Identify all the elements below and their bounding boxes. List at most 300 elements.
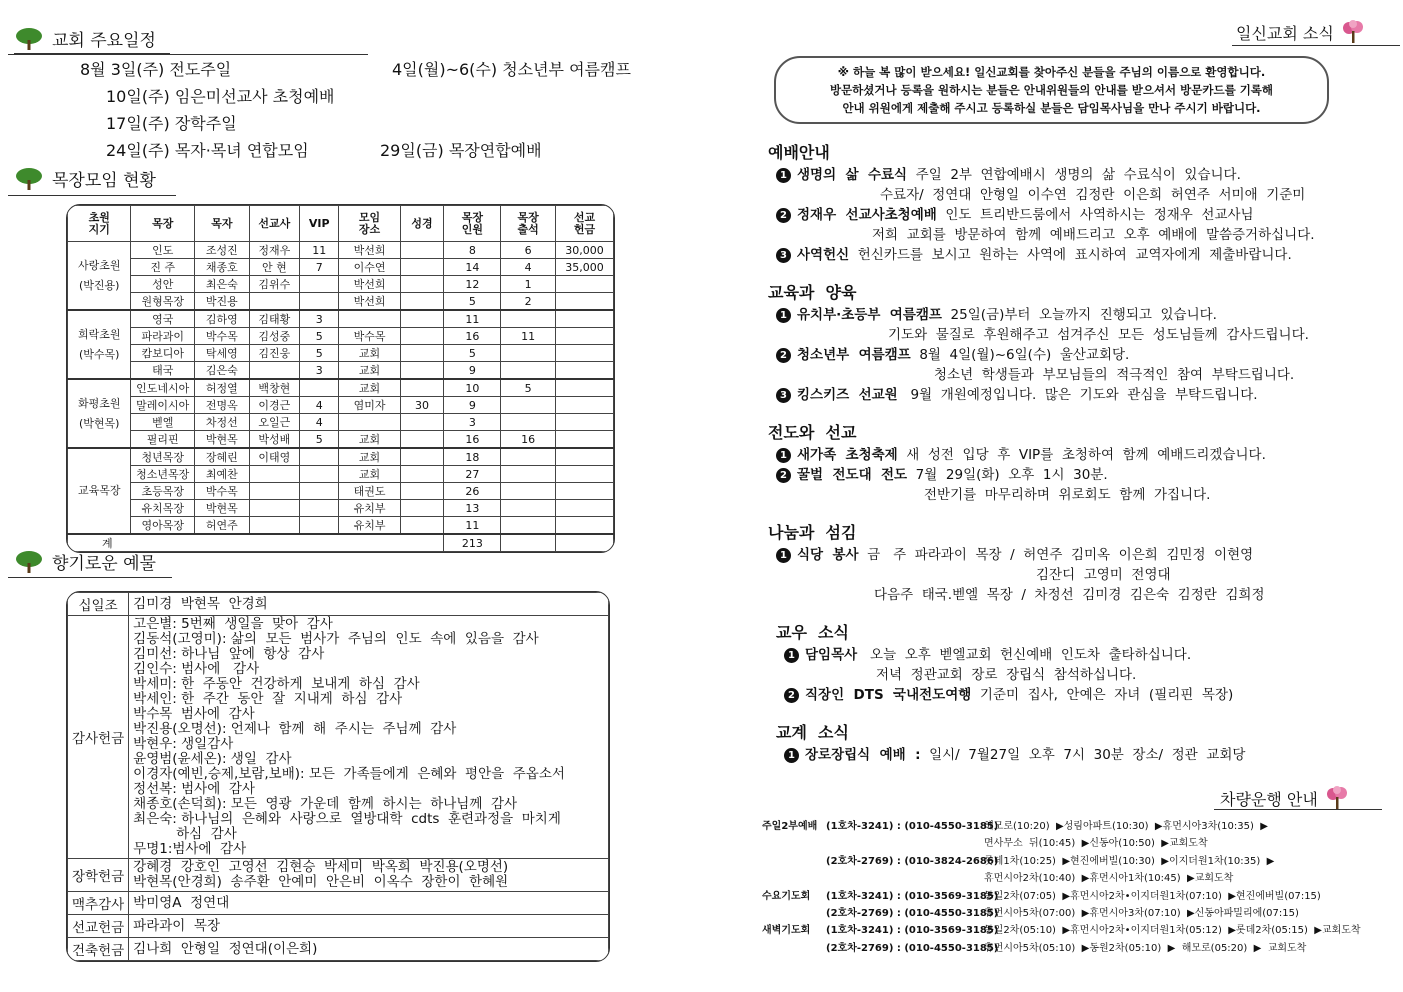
schedule-row [80, 110, 720, 137]
group-name: 화평초원 (박현목) [68, 379, 131, 448]
schedule-right: 4일(월)~6(수) 청소년부 여름캠프 [392, 60, 631, 79]
table-cell [400, 517, 444, 535]
group-name: 교육목장 [68, 448, 131, 534]
table-cell: 파라과이 [131, 328, 195, 345]
table-cell: 김태황 [249, 310, 299, 328]
table-cell: 박선희 [339, 293, 400, 311]
bus-row [762, 888, 1392, 905]
bus-route: 휴먼시아2차(10:40) ▶휴먼시아1차(10:45) ▶교회도착 [984, 873, 1234, 885]
table-cell: 30,000 [555, 242, 613, 259]
table-cell: 교회 [339, 466, 400, 483]
news-section [768, 140, 1368, 265]
offering-line: 박진용(오명선): 언제나 함께 해 주시는 주님께 감사 [133, 721, 457, 737]
news-item [768, 465, 1368, 485]
welcome-line: 안내 위원에게 제출해 주시고 등록하실 분들은 담임목사님을 만나 주시기 바랍니다. [842, 101, 1261, 115]
table-cell [339, 310, 400, 328]
item-heading: 킹스키즈 선교원 [797, 387, 898, 403]
section-title: 나눔과 섬김 [768, 523, 857, 542]
table-cell [555, 517, 613, 535]
schedule-title: 교회 주요일정 [52, 31, 156, 51]
table-cell [555, 276, 613, 293]
table-cell: 1 [501, 276, 556, 293]
offering-row [68, 859, 609, 892]
bus-row [762, 922, 1392, 939]
item-text: 일시/ 7월27일 오후 7시 30분 장소/ 정관 교회당 [920, 747, 1246, 763]
table-cell: 박현목 [195, 500, 250, 517]
table-cell: 교회 [339, 431, 400, 449]
table-row [68, 431, 614, 449]
offering-content [129, 593, 609, 616]
table-cell: 6 [501, 242, 556, 259]
column-header: VIP [300, 206, 339, 242]
item-continuation: 저녁 정관교회 장로 장립식 참석하십니다. [876, 667, 1137, 683]
table-row [68, 500, 614, 517]
table-cell [555, 345, 613, 362]
table-cell [555, 414, 613, 431]
table-cell: 안 현 [249, 259, 299, 276]
table-cell: 태국 [131, 362, 195, 380]
table-cell: 3 [444, 414, 501, 431]
table-cell: 벧엘 [131, 414, 195, 431]
table-cell [555, 362, 613, 380]
table-cell: 유치부 [339, 500, 400, 517]
table-row [68, 362, 614, 380]
column-header: 성경 [400, 206, 444, 242]
item-continuation: 다음주 태국.벧엘 목장 / 차정선 김미경 김은숙 김정란 김희정 [874, 587, 1265, 603]
number-bullet: 1 [776, 548, 791, 563]
offering-label: 건축헌금 [68, 938, 129, 961]
table-cell: 이수연 [339, 259, 400, 276]
bus-header [1220, 786, 1386, 810]
table-cell: 16 [444, 328, 501, 345]
offering-line: 김나희 안형일 정연대(이은희) [133, 940, 318, 957]
table-cell [501, 414, 556, 431]
table-cell: 16 [444, 431, 501, 449]
table-cell: 김위수 [249, 276, 299, 293]
item-heading: 사역헌신 [797, 247, 850, 263]
column-header: 선교사 [249, 206, 299, 242]
schedule-left: 17일(주) 장학주일 [106, 114, 237, 133]
offering-content [129, 938, 609, 961]
offering-table [66, 591, 610, 962]
table-cell: 이태영 [249, 448, 299, 466]
news-item [768, 385, 1368, 405]
table-cell [400, 362, 444, 380]
offering-row [68, 593, 609, 616]
blossom-tree-icon [1324, 786, 1350, 810]
table-cell [400, 500, 444, 517]
item-text: 새 성전 입당 후 VIP를 초청하여 함께 예배드리겠습니다. [897, 447, 1266, 463]
table-cell [300, 466, 339, 483]
bus-service [762, 870, 826, 887]
table-cell: 교회 [339, 448, 400, 466]
table-cell [501, 500, 556, 517]
news-sections [768, 140, 1368, 780]
table-cell [400, 310, 444, 328]
item-heading: 유치부·초등부 여름캠프 [797, 307, 942, 323]
table-row [68, 259, 614, 276]
table-row [68, 448, 614, 466]
table-cell [501, 310, 556, 328]
bus-service [762, 905, 826, 922]
right-title: 일신교회 소식 [1236, 23, 1334, 43]
column-header: 목장 인원 [444, 206, 501, 242]
table-row [68, 328, 614, 345]
bus-service: 새벽기도회 [762, 925, 811, 937]
total-label: 계 [68, 534, 444, 552]
section-title: 예배안내 [768, 143, 830, 162]
table-cell: 교회 [339, 362, 400, 380]
table-cell: 5 [501, 379, 556, 397]
table-cell [555, 379, 613, 397]
table-cell: 전명옥 [195, 397, 250, 414]
item-heading: 꿀벌 전도대 전도 [797, 467, 908, 483]
table-cell: 8 [444, 242, 501, 259]
news-section [768, 280, 1368, 405]
item-text: 금 주 파라과이 목장 / 허연주 김미옥 이은희 김민정 이현영 [858, 547, 1254, 563]
column-header: 목장 [131, 206, 195, 242]
news-item [776, 745, 1368, 765]
table-cell [300, 483, 339, 500]
table-row [68, 310, 614, 328]
table-cell: 4 [300, 397, 339, 414]
number-bullet: 3 [776, 388, 791, 403]
offering-line: 강혜경 강호인 고영선 김현승 박세미 박옥희 박진용(오명선) [133, 859, 509, 875]
item-text: 25일(금)부터 오늘까지 진행되고 있습니다. [941, 307, 1217, 323]
offering-line: 박세미: 한 주동안 건강하게 보내게 하심 감사 [133, 676, 420, 692]
bus-schedule [762, 818, 1392, 957]
table-cell [249, 483, 299, 500]
item-heading: 직장인 DTS 국내전도여행 [805, 687, 972, 703]
news-item [768, 345, 1368, 365]
item-heading: 식당 봉사 [797, 547, 859, 563]
table-cell: 5 [444, 293, 501, 311]
table-cell [249, 362, 299, 380]
bus-route: 롯데1차(10:25) ▶현진에버빌(10:30) ▶이지더원1차(10:35) ▶ [984, 855, 1275, 867]
table-cell [555, 293, 613, 311]
news-section [768, 520, 1368, 605]
table-cell [400, 242, 444, 259]
table-cell: 채종호 [195, 259, 250, 276]
table-cell: 필리핀 [131, 431, 195, 449]
bus-car: (1호차-3241) : (010-4550-3185) [826, 821, 999, 832]
bus-route: 휴먼시아5차(07:00) ▶휴먼시아3차(07:10) ▶신동아파밀리에(07:15) [984, 908, 1299, 920]
offering-header [14, 549, 174, 576]
bus-row [762, 940, 1392, 957]
table-cell: 인도네시아 [131, 379, 195, 397]
table-cell [249, 500, 299, 517]
table-cell: 말레이시아 [131, 397, 195, 414]
item-heading: 담임목사 [805, 647, 858, 663]
table-cell: 장혜린 [195, 448, 250, 466]
table-cell: 11 [444, 517, 501, 535]
number-bullet: 2 [776, 348, 791, 363]
table-cell [400, 414, 444, 431]
table-cell: 14 [444, 259, 501, 276]
item-continuation: 저희 교회를 방문하여 함께 예배드리고 오후 예배에 말씀증거하십니다. [872, 227, 1315, 243]
tree-icon [14, 550, 44, 574]
table-cell [400, 431, 444, 449]
news-item [768, 545, 1368, 565]
offering-line: 채종호(손덕희): 모든 영광 가운데 함께 하시는 하나님께 감사 [133, 796, 518, 812]
schedule-left: 10일(주) 임은미선교사 초청예배 [106, 87, 335, 106]
item-text: 9월 개원예정입니다. 많은 기도와 관심을 부탁드립니다. [897, 387, 1258, 403]
item-heading: 생명의 삶 수료식 [797, 167, 908, 183]
section-title: 교우 소식 [776, 623, 849, 642]
news-item [768, 305, 1368, 325]
column-header: 초원 지기 [68, 206, 131, 242]
table-cell: 5 [300, 328, 339, 345]
right-header [1236, 20, 1402, 44]
item-heading: 청소년부 여름캠프 [797, 347, 911, 363]
offering-line: 박미영A 정연대 [133, 894, 230, 911]
table-cell [300, 293, 339, 311]
news-item [768, 445, 1368, 465]
bus-service: 주일2부예배 [762, 821, 818, 832]
table-cell: 박선희 [339, 242, 400, 259]
table-cell [501, 534, 556, 552]
offering-row [68, 938, 609, 961]
number-bullet: 1 [776, 168, 791, 183]
bus-car: (1호차-3241) : (010-3569-3185) [826, 925, 999, 937]
table-cell: 교회 [339, 345, 400, 362]
news-section [768, 720, 1368, 765]
table-cell: 유치목장 [131, 500, 195, 517]
bus-service [762, 835, 826, 852]
table-cell [400, 466, 444, 483]
item-heading: 장로장립식 예배 : [805, 747, 921, 763]
table-cell: 탁세영 [195, 345, 250, 362]
bus-car: (2호차-2769) : (010-3824-2686) [826, 855, 999, 867]
table-cell [300, 500, 339, 517]
table-cell: 성안 [131, 276, 195, 293]
table-cell [555, 534, 613, 552]
column-header: 목장 출석 [501, 206, 556, 242]
table-cell [400, 259, 444, 276]
table-cell [501, 483, 556, 500]
schedule-left: 24일(주) 목자·목녀 연합모임 [106, 141, 309, 160]
table-cell [555, 466, 613, 483]
bus-service [762, 940, 826, 957]
table-cell: 김은숙 [195, 362, 250, 380]
schedule-list [80, 56, 720, 164]
offering-content [129, 892, 609, 915]
bus-row [762, 870, 1392, 887]
offering-line: 고은별: 5번째 생일을 맞아 감사 [133, 616, 333, 632]
table-cell [501, 397, 556, 414]
number-bullet: 3 [776, 248, 791, 263]
table-cell [249, 293, 299, 311]
table-cell [555, 397, 613, 414]
bus-route: 해모로(10:20) ▶성림아파트(10:30) ▶휴먼시아3차(10:35) ▶ [984, 821, 1268, 832]
table-cell: 4 [501, 259, 556, 276]
offering-label: 십일조 [68, 593, 129, 616]
table-cell: 청소년목장 [131, 466, 195, 483]
offering-line: 최은숙: 하나님의 은혜와 사랑으로 열방대학 cdts 훈련과정을 마치게 [133, 811, 561, 827]
schedule-left: 8월 3일(주) 전도주일 [80, 60, 232, 79]
group-name: 희락초원 (박수목) [68, 310, 131, 379]
table-cell: 최은숙 [195, 276, 250, 293]
welcome-line: ※ 하늘 복 많이 받으세요! 일신교회를 찾아주신 분들을 주님의 이름으로 환영합니다. [837, 65, 1266, 79]
table-row [68, 276, 614, 293]
table-cell [249, 466, 299, 483]
table-cell: 초등목장 [131, 483, 195, 500]
tree-icon [14, 27, 44, 51]
table-cell [555, 310, 613, 328]
table-cell: 박수목 [339, 328, 400, 345]
table-cell: 김성중 [249, 328, 299, 345]
table-cell [400, 483, 444, 500]
table-cell: 김하영 [195, 310, 250, 328]
offering-content [129, 915, 609, 938]
table-cell: 9 [444, 362, 501, 380]
table-cell: 4 [300, 414, 339, 431]
bus-row [762, 853, 1392, 870]
table-row [68, 466, 614, 483]
offering-content [129, 859, 609, 892]
table-cell [400, 328, 444, 345]
offering-line: 이경자(예빈,승제,보람,보배): 모든 가족들에게 은혜와 평안을 주옵소서 [133, 766, 565, 782]
table-cell: 3 [300, 362, 339, 380]
table-cell [400, 345, 444, 362]
column-header: 선교 헌금 [555, 206, 613, 242]
table-row [68, 242, 614, 259]
table-cell: 인도 [131, 242, 195, 259]
bus-service: 수요기도회 [762, 890, 811, 902]
bus-row [762, 905, 1392, 922]
bus-route: 면사무소 뒤(10:45) ▶신동아(10:50) ▶교회도착 [984, 838, 1208, 850]
table-cell: 허연주 [195, 517, 250, 535]
column-header: 목자 [195, 206, 250, 242]
section-title: 교계 소식 [776, 723, 849, 742]
table-cell: 11 [501, 328, 556, 345]
offering-line: 박현목(안경희) 송주환 안예미 안은비 이옥수 장한이 한혜원 [133, 874, 509, 890]
offering-line: 김미경 박현목 안경희 [133, 595, 268, 612]
schedule-row [80, 83, 720, 110]
number-bullet: 2 [776, 468, 791, 483]
meeting-title: 목장모임 현황 [52, 171, 156, 191]
item-text: 오늘 오후 벧엘교회 헌신예배 인도차 출타하십니다. [857, 647, 1192, 663]
table-cell: 이경근 [249, 397, 299, 414]
table-row [68, 414, 614, 431]
table-cell: 26 [444, 483, 501, 500]
table-cell: 7 [300, 259, 339, 276]
table-cell: 영국 [131, 310, 195, 328]
bus-service [762, 853, 826, 870]
table-cell: 박수목 [195, 483, 250, 500]
table-cell: 원형목장 [131, 293, 195, 311]
item-text: 7월 29일(화) 오후 1시 30분. [907, 467, 1108, 483]
number-bullet: 2 [776, 208, 791, 223]
tree-icon [14, 167, 44, 191]
table-cell: 정재우 [249, 242, 299, 259]
welcome-line: 방문하셨거나 등록을 원하시는 분들은 안내위원들의 안내를 받으셔서 방문카드를 기록해 [829, 83, 1274, 97]
item-continuation: 기도와 물질로 후원해주고 섬겨주신 모든 성도님들께 감사드립니다. [888, 327, 1309, 343]
news-section [768, 620, 1368, 705]
offering-label: 장학헌금 [68, 859, 129, 892]
table-cell [555, 448, 613, 466]
table-cell: 10 [444, 379, 501, 397]
bus-car: (1호차-3241) : (010-3569-3185) [826, 890, 999, 902]
table-cell: 염미자 [339, 397, 400, 414]
item-continuation: 전반기를 마무리하며 위로회도 함께 가집니다. [924, 487, 1211, 503]
table-cell: 유치부 [339, 517, 400, 535]
table-cell [400, 276, 444, 293]
table-cell [400, 293, 444, 311]
table-cell [555, 431, 613, 449]
bus-route: 동일2차(05:10) ▶휴먼시아2차•이지더원1차(05:12) ▶롯데2차(05:15) ▶교회도착 [984, 925, 1361, 937]
table-cell: 조성진 [195, 242, 250, 259]
item-text: 인도 트리반드룸에서 사역하시는 정재우 선교사님 [936, 207, 1254, 223]
group-name: 사랑초원 (박진용) [68, 242, 131, 311]
table-cell [555, 483, 613, 500]
total-value: 213 [444, 534, 501, 552]
table-cell: 최예찬 [195, 466, 250, 483]
offering-row [68, 616, 609, 859]
table-cell: 박진용 [195, 293, 250, 311]
offering-line: 박수목 범사에 감사 [133, 706, 255, 722]
table-cell [300, 379, 339, 397]
table-cell: 30 [400, 397, 444, 414]
news-item [768, 165, 1368, 185]
bus-row [762, 818, 1392, 835]
item-text: 헌신카드를 보시고 원하는 사역에 표시하여 교역자에게 제출바랍니다. [849, 247, 1292, 263]
offering-line: 박현우: 생일감사 [133, 736, 234, 752]
table-cell [501, 362, 556, 380]
item-text: 기준미 집사, 안예은 자녀 (필리핀 목장) [971, 687, 1234, 703]
table-cell [400, 448, 444, 466]
table-cell: 9 [444, 397, 501, 414]
table-cell: 교회 [339, 379, 400, 397]
table-cell: 박수목 [195, 328, 250, 345]
number-bullet: 1 [784, 648, 799, 663]
number-bullet: 2 [784, 688, 799, 703]
table-row [68, 293, 614, 311]
schedule-row [80, 137, 720, 164]
section-title: 전도와 선교 [768, 423, 857, 442]
item-text: 주일 2부 연합예배시 생명의 삶 수료식이 있습니다. [907, 167, 1241, 183]
schedule-row [80, 56, 720, 83]
news-item [768, 205, 1368, 225]
table-cell: 13 [444, 500, 501, 517]
table-cell: 박현목 [195, 431, 250, 449]
offering-label: 감사헌금 [68, 616, 129, 859]
table-cell: 박성배 [249, 431, 299, 449]
table-cell: 영아목장 [131, 517, 195, 535]
bus-row [762, 835, 1392, 852]
table-cell: 27 [444, 466, 501, 483]
bus-car [826, 835, 984, 852]
offering-line: 무명1:범사에 감사 [133, 841, 247, 857]
table-cell: 3 [300, 310, 339, 328]
table-cell [300, 276, 339, 293]
table-cell: 백창현 [249, 379, 299, 397]
offering-line: 김미선: 하나님 앞에 항상 감사 [133, 646, 325, 662]
offering-line: 하심 감사 [133, 826, 237, 842]
table-cell: 오일근 [249, 414, 299, 431]
welcome-box [774, 56, 1329, 124]
table-cell: 35,000 [555, 259, 613, 276]
meeting-table [66, 204, 615, 553]
column-header: 모임 장소 [339, 206, 400, 242]
table-cell: 2 [501, 293, 556, 311]
table-cell [501, 345, 556, 362]
table-cell: 캄보디아 [131, 345, 195, 362]
news-item [776, 685, 1368, 705]
schedule-right: 29일(금) 목장연합예배 [380, 141, 542, 160]
table-cell: 청년목장 [131, 448, 195, 466]
table-cell: 12 [444, 276, 501, 293]
